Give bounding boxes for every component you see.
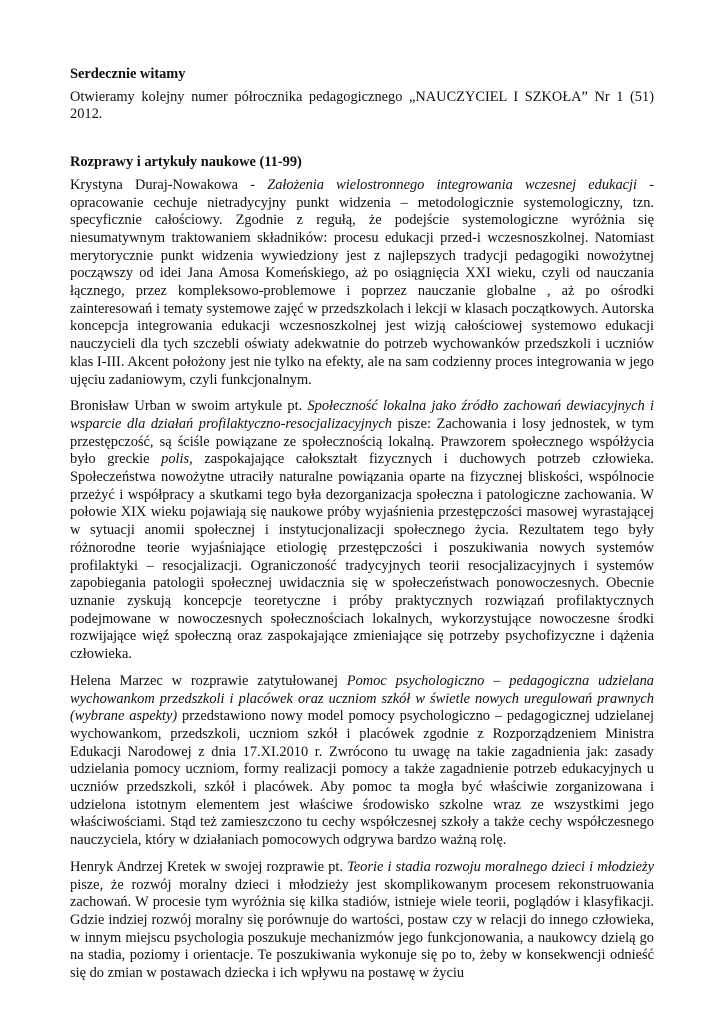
article-title: Założenia wielostronnego integrowania wczesnej edukacji bbox=[267, 176, 638, 193]
article-lead: Henryk Andrzej Kretek w swojej rozprawie pt. bbox=[70, 858, 348, 875]
article-title: Teorie i stadia rozwoju moralnego dzieci i młodzieży bbox=[347, 858, 654, 875]
article-title: Pomoc psychologiczno – pedagogiczna udzielana wychowankom przedszkoli i placówek oraz uczniom szkół w świetle nowych uregulowań prawnych (wybrane aspekty) bbox=[70, 672, 654, 725]
welcome-heading: Serdecznie witamy bbox=[70, 66, 186, 82]
article-urban bbox=[70, 398, 654, 664]
article-lead: Bronisław Urban w swoim artykule pt. bbox=[70, 398, 308, 415]
article-title: Społeczność lokalna jako źródło zachowań dewiacyjnych i wsparcie dla działań profilaktyczno-resocjalizacyjnych bbox=[70, 398, 654, 432]
welcome-intro: Otwieramy kolejny numer półrocznika pedagogicznego „NAUCZYCIEL I SZKOŁA” Nr 1 (51) 2012. bbox=[70, 88, 654, 123]
article-lead: Krystyna Duraj-Nowakowa - bbox=[70, 176, 268, 193]
article-body: pisze, że rozwój moralny dzieci i młodzieży jest skomplikowanym procesem rekonstruowania zachowań. W procesie tym wyróżnia się kilka stadiów, istnieje wiele teorii, poglądów i klasyfikacji. Gdzie indziej rozwój moralny się porównuje do wartości, postaw czy w relacji do innego człowieka, w innym miejscu psychologia poszukuje mechanizmów jego funkcjonowania, a naukowcy dzielą go na stadia, poziomy i orientacje. Te poszukiwania wykonuje się po to, żeby w konsekwencji odnieść się do zmian w postawach dziecka i ich wpływu na postawę w życiu bbox=[70, 876, 654, 982]
section-heading: Rozprawy i artykuły naukowe (11-99) bbox=[70, 154, 302, 171]
article-body-continued: zaspokajające całokształt fizycznych i duchowych potrzeb człowieka. Społeczeństwa nowożytne utraciły naturalne powiązania oparte na fizycznej bliskości, wspólnocie przeżyć i współpracy a skutkami tego była dezorganizacja społeczna i patologiczne zachowania. W połowie XIX wieku pojawiają się naukowe próby wyjaśnienia przestępczości masowej wyrastającej w sytuacji anomii społecznej i instytucjonalizacji społecznego życia. Rezultatem tego były różnorodne teorie wyjaśniające etiologię przestępczości i poszukiwania nowych systemów profilaktyki – resocjalizacji. Ograniczoność tradycyjnych teorii resocjalizacyjnych i systemów zapobiegania patologii społecznej uwidacznia się w społeczeństwach ponowoczesnych. Obecnie uznanie zyskują koncepcje teoretyczne i próby praktycznych rozwiązań profilaktycznych podejmowane w nowoczesnych społecznościach lokalnych, wykorzystujące nowoczesne środki rozwijające więź społeczną oraz zaspokajające zmieniające się potrzeby psychofizyczne i dążenia człowieka. bbox=[70, 451, 654, 663]
article-lead: Helena Marzec w rozprawie zatytułowanej bbox=[70, 672, 347, 689]
article-marzec bbox=[70, 673, 654, 850]
article-body: przedstawiono nowy model pomocy psychologiczno – pedagogicznej udzielanej wychowankom, przedszkoli, uczniom szkół i placówek zgodnie z Rozporządzeniem Ministra Edukacji Narodowej z dnia 17.XI.2010 r. Zwrócono tu uwagę na takie zagadnienia jak: zasady udzielania pomocy uczniom, formy realizacji pomocy a także zagadnienie potrzeb edukacyjnych u uczniów przedszkoli, szkół i placówek. Aby pomoc ta mogła być właściwie zorganizowana i udzielona istotnym elementem jest właściwe środowisko szkolne wraz ze wszystkimi jego właściwościami. Stąd też zamieszczono tu cechy współczesnej szkoły a także cechy współczesnego nauczyciela, który w działaniach pomocowych odgrywa bardzo ważną rolę. bbox=[70, 708, 654, 849]
article-kretek bbox=[70, 859, 654, 983]
article-emphasis: polis, bbox=[161, 451, 193, 468]
article-body: - opracowanie cechuje nietradycyjny punkt widzenia – metodologicznie systemologiczny, tzn. specyficznie całościowy. Zgodnie z regułą, że podejście systemologiczne wyróżnia się niesumatywnym traktowaniem składników: procesu edukacji przed-i wczesnoszkolnej. Natomiast merytorycznie punkt widzenia wywiedziony jest z najlepszych tradycji pedagogiki nowożytnej począwszy od idei Jana Amosa Komeńskiego, aż po osiągnięcia XXI wieku, czyli od nauczania łącznego, przez kompleksowo-problemowe i poprzez nauczanie globalne , aż po ośrodki zainteresowań i tematy systemowe zajęć w przedszkolach i lekcji w klasach początkowych. Autorska koncepcja integrowania edukacji wczesnoszkolnej jest wizją całościowej systemowo edukacji nauczycieli dla tych szczebli oświaty adekwatnie do potrzeb wychowanków przedszkoli i uczniów klas I-III. Akcent położony jest nie tylko na efekty, ale na sam codzienny proces integrowania w jego ujęciu zadaniowym, czyli funkcjonalnym. bbox=[70, 176, 655, 388]
article-duraj-nowakowa bbox=[70, 177, 654, 389]
article-body: pisze: Zachowania i losy jednostek, w tym przestępczość, są ściśle powiązane ze społecznością lokalną. Prawzorem społecznego współżycia było greckie bbox=[70, 415, 654, 468]
document-page bbox=[70, 66, 654, 983]
